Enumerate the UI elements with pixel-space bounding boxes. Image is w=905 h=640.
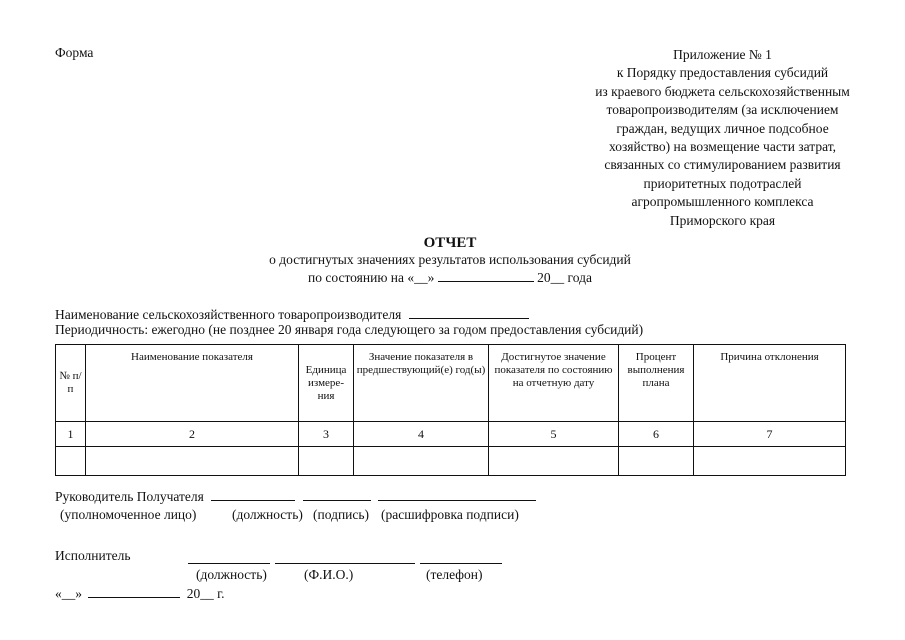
decode-caption: (расшифровка подписи) (381, 507, 519, 522)
col-number-cell: 7 (694, 422, 846, 447)
head-signature-line (55, 488, 536, 505)
date-year: 20__ года (537, 269, 592, 285)
executor-date-field[interactable] (88, 585, 180, 598)
table-number-row (56, 422, 846, 447)
head-decode-field[interactable] (378, 488, 536, 501)
executor-date-year: 20__ г. (186, 586, 225, 601)
col-number-cell: 5 (489, 422, 619, 447)
table-cell[interactable] (489, 447, 619, 476)
table-cell[interactable] (56, 447, 86, 476)
table-cell[interactable] (694, 447, 846, 476)
sign-caption: (подпись) (313, 507, 370, 522)
table-row (56, 447, 846, 476)
periodicity-text: Периодичность: ежегодно (не позднее 20 января года следующего за годом предоставления субсидий) (55, 322, 644, 337)
col-header-unit: Единица измере-ния (299, 345, 354, 422)
date-month-field[interactable] (438, 269, 534, 282)
report-date-line (200, 269, 700, 287)
table-header-row (56, 345, 846, 422)
executor-date-line (55, 585, 225, 602)
col-header-number: № п/п (56, 345, 86, 422)
appendix-line: Приморского края (669, 212, 776, 228)
date-prefix: по состоянию на «__» (308, 269, 435, 285)
head-label: Руководитель Получателя (55, 489, 204, 504)
executor-fio-field[interactable] (275, 551, 415, 564)
table-cell[interactable] (619, 447, 694, 476)
executor-phone-field[interactable] (420, 551, 502, 564)
col-header-prev-value: Значение показателя в предшествующий(е) год(ы) (354, 345, 489, 422)
position-caption: (должность) (232, 507, 303, 522)
form-label: Форма (55, 45, 94, 60)
table-cell[interactable] (86, 447, 299, 476)
appendix-line: к Порядку предоставления субсидий (616, 65, 829, 81)
col-number-cell: 6 (619, 422, 694, 447)
executor-position-field[interactable] (188, 551, 270, 564)
col-header-achieved-value: Достигнутое значение показателя по состоянию на отчетную дату (489, 345, 619, 422)
head-sign-field[interactable] (303, 488, 371, 501)
appendix-line: из краевого бюджета сельскохозяйственным (595, 83, 850, 99)
executor-date-prefix: «__» (55, 586, 82, 601)
table-cell[interactable] (299, 447, 354, 476)
appendix-line: приоритетных подотраслей (643, 175, 802, 191)
col-number-cell: 4 (354, 422, 489, 447)
col-number-cell: 3 (299, 422, 354, 447)
report-title-block (200, 234, 700, 286)
appendix-line: граждан, ведущих личное подсобное (616, 120, 829, 136)
col-header-indicator: Наименование показателя (86, 345, 299, 422)
report-table (55, 344, 846, 476)
appendix-line: Приложение № 1 (673, 47, 772, 62)
report-subtitle: о достигнутых значениях результатов использования субсидий (269, 252, 631, 267)
col-number-cell: 1 (56, 422, 86, 447)
appendix-line: агропромышленного комплекса (631, 194, 814, 210)
table-cell[interactable] (354, 447, 489, 476)
head-position-field[interactable] (211, 488, 295, 501)
producer-label: Наименование сельскохозяйственного товаропроизводителя (55, 307, 402, 322)
executor-fio-caption: (Ф.И.О.) (304, 567, 354, 582)
executor-position-caption: (должность) (196, 567, 267, 582)
appendix-line: товаропроизводителям (за исключением (606, 102, 839, 118)
producer-line (55, 306, 529, 323)
col-number-cell: 2 (86, 422, 299, 447)
authorized-caption: (уполномоченное лицо) (60, 507, 197, 522)
appendix-line: хозяйство) на возмещение части затрат, (608, 139, 836, 155)
producer-field[interactable] (409, 306, 529, 319)
executor-phone-caption: (телефон) (426, 567, 483, 582)
col-header-percent: Процент выполнения плана (619, 345, 694, 422)
appendix-block (560, 46, 885, 230)
executor-label: Исполнитель (55, 548, 131, 563)
col-header-reason: Причина отклонения (694, 345, 846, 422)
report-title: ОТЧЕТ (423, 235, 477, 251)
appendix-line: связанных со стимулированием развития (604, 157, 841, 173)
